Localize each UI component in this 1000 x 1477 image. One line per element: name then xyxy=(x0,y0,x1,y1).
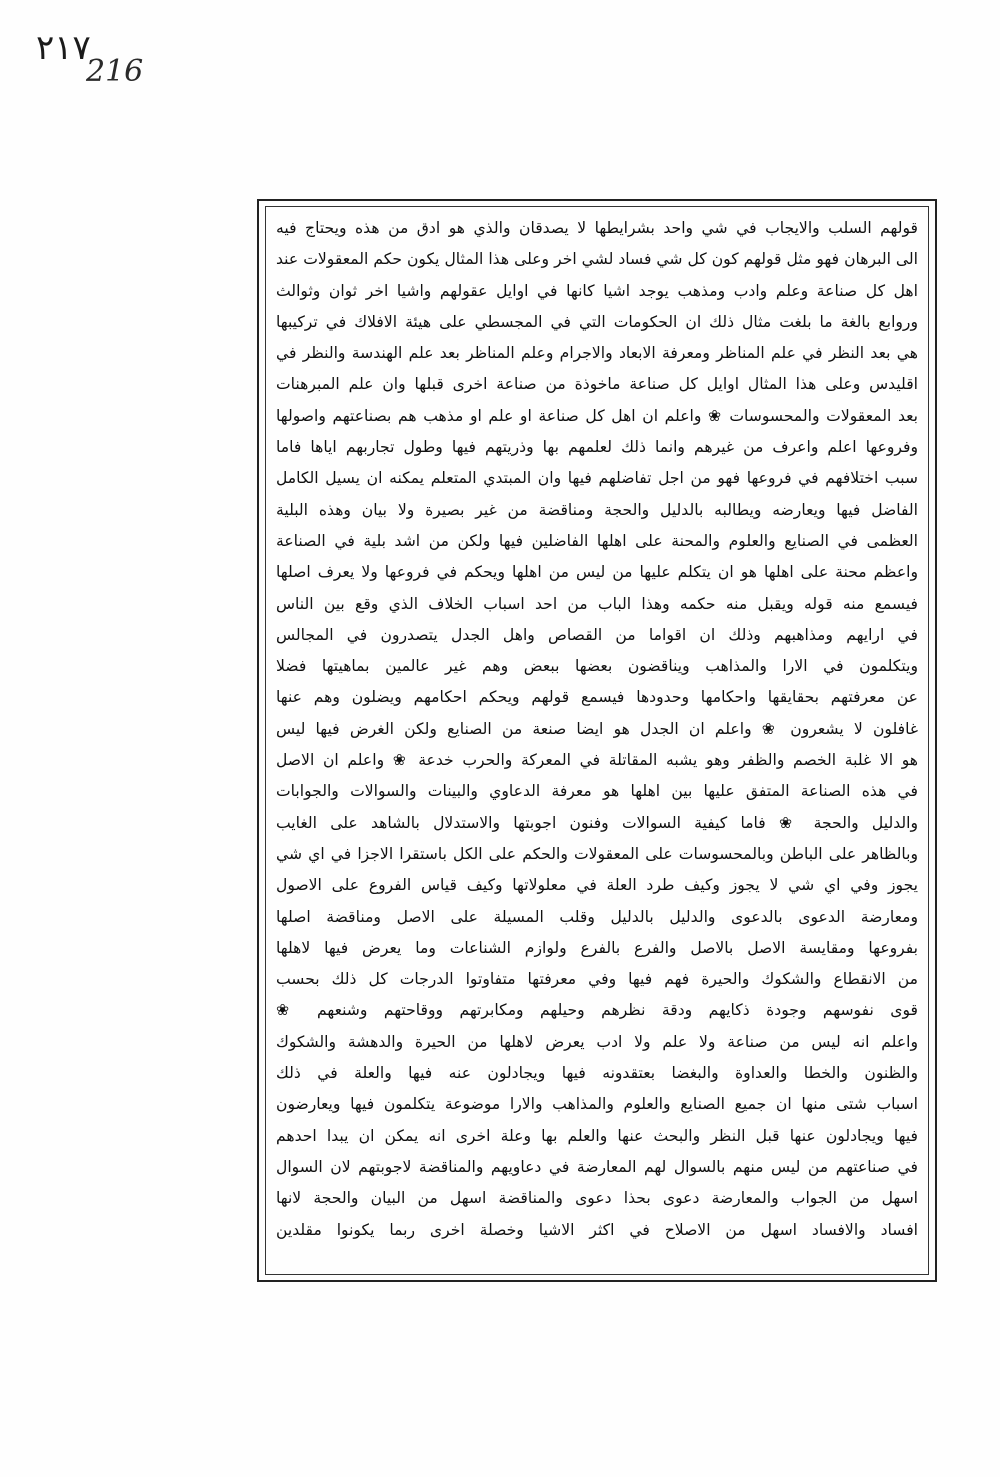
manuscript-line: اهل كل صناعة وعلم وادب ومذهب يوجد اشيا كانها في اوايل عقولهم واشيا اخر ثوان وثوالث xyxy=(276,281,918,300)
manuscript-line: اسباب شتى منها ان جميع الصنايع والعلوم والمذاهب والارا موضوعة يتكلمون فيها ويعارضون xyxy=(276,1095,918,1114)
manuscript-line: في هذه الصناعة المتفق عليها بين اهلها هو معرفة الدعاوي والبينات والسوالات والجوابات xyxy=(276,782,918,801)
manuscript-line: الفاضل فيها ويعارضه ويطالبه بالدليل والحجة ومناقضة من غير بصيرة ولا بيان وهذه البلية xyxy=(276,500,918,519)
manuscript-line: قولهم السلب والايجاب في شي واحد بشرايطها لا يصدقان والذي هو ادق من هذه ويحتاج فيه xyxy=(276,219,918,237)
manuscript-line: والظنون والخطا والعداوة والبغضا بعتقدونه فيها ويجادلون عنه فيها والعلة في ذلك xyxy=(276,1064,918,1083)
manuscript-line: غافلون لا يشعرون ❀ واعلم ان الجدل هو ايضا صنعة من الصنايع ولكن الغرض فيها ليس xyxy=(276,719,918,738)
manuscript-line: اسهل من الجواب والمعارضة دعوى بحذا دعوى والمناقضة اسهل من البيان والحجة لانها xyxy=(276,1189,918,1208)
manuscript-line: وروابع بالغة ما بلغت مثال ذلك ان الحكومات التي في المجسطي على هيئة الافلاك في تركيبها xyxy=(276,312,918,331)
manuscript-line: واعلم انه ليس من صناعة ولا علم ولا ادب يعرض لاهلها من الحيرة والدهشة والشكوك xyxy=(276,1032,918,1051)
manuscript-line: وبالظاهر على الباطن وبالمحسوسات على المعقولات والحكم على الكل باستقرا الاجزا في اي شي xyxy=(276,844,918,863)
manuscript-line: يجوز وفي اي شي لا يجوز وكيف طرد العلة في معلولاتها وكيف قياس الفروع على الاصول xyxy=(276,876,918,895)
manuscript-line: واعظم محنة على اهلها هو ان يتكلم عليها من ليس من اهلها ويحكم في فروعها ولا يعرف اصلها xyxy=(276,563,918,582)
manuscript-line: هو الا غلبة الخصم والظفر وهو يشبه المقاتلة في المعركة والحرب خدعة ❀ واعلم ان الاصل xyxy=(276,751,918,770)
manuscript-line: فيسمع منه قوله ويقبل منه حكمه وهذا الباب من احد اسباب الخلاف الذي وقع بين الناس xyxy=(276,594,918,613)
page-number-latin: 216 xyxy=(86,54,144,89)
manuscript-line: ويتكلمون في الارا والمذاهب ويناقضون بعضها ببعض وهم غير عالمين بماهيتها فضلا xyxy=(276,657,918,676)
manuscript-line: فيها ويجادلون عنها قبل النظر والبحث عنها والعلم بها وعلة اخرى انه يمكن ان يبدا احدهم xyxy=(276,1126,918,1145)
manuscript-line: والدليل والحجة ❀ فاما كيفية السوالات وفنون اجوبتها والاستدلال بالشاهد على الغايب xyxy=(276,813,918,832)
manuscript-line: بفروعها ومقايسة الاصل بالاصل والفرع بالفرع ولوازم الشناعات وما يعرض فيها لاهلها xyxy=(276,938,918,957)
manuscript-line: هي بعد النظر في علم المناظر ومعرفة الابعاد والاجرام وعلم المناظر بعد علم الهندسة والنظر في xyxy=(276,344,918,363)
manuscript-line: قوى نفوسهم وجودة ذكايهم ودقة نظرهم وحيلهم ومكابرتهم ووقاحتهم وشنعهم ❀ xyxy=(276,1001,918,1020)
page-number-arabic: ٢١٧ xyxy=(36,28,91,68)
manuscript-line: عن معرفتهم بحقايقها واحكامها وحدودها فيسمع قولهم ويحكم احكامهم ويضلون وهم عنها xyxy=(276,688,918,707)
text-frame xyxy=(265,206,929,1275)
manuscript-line: من الانقطاع والشكوك والحيرة فهم فيها وفي معرفتها متفاوتوا الدرجات كل ذلك بحسب xyxy=(276,970,918,989)
manuscript-line: في صناعتهم من ليس منهم بالسوال لهم المعارضة في دعاويهم والمناقضة لاجوبتهم لان السوال xyxy=(276,1157,918,1176)
manuscript-line: العظمى في الصنايع والعلوم والمحنة على اهلها الفاضلين فيها ولكن من اشد بلية في الصناعة xyxy=(276,531,918,550)
manuscript-line: وفروعها اعلم واعرف من غيرهم وانما ذلك لعلمهم بها وذريتهم فيها وطول تجاربهم اياها فاما xyxy=(276,438,918,457)
manuscript-line: سبب اختلافهم في فروعها فهو من اجل تفاضلهم فيها وان المبتدي المتعلم يمكنه ان يسيل الكامل xyxy=(276,469,918,488)
manuscript-line: اقليدس وعلى هذا المثال اوايل كل صناعة ماخوذة من صناعة اخرى قبلها وان علم المبرهنات xyxy=(276,375,918,394)
manuscript-line: الى البرهان فهو مثل قولهم كون كل شي فساد لشي اخر وعلى هذا المثال يكون حكم المعقولات عند xyxy=(276,250,918,269)
manuscript-line: ومعارضة الدعوى بالدعوى والدليل بالدليل وقلب المسيلة على الاصل ومناقضة اصلها xyxy=(276,907,918,926)
manuscript-line: افساد والافساد اسهل من الاصلاح في اكثر الاشيا وخصلة اخرى ربما يكونوا مقلدين xyxy=(276,1220,918,1239)
manuscript-line: في ارايهم ومذاهبهم وذلك ان اقواما من القصاص واهل الجدل يتصدرون في المجالس xyxy=(276,625,918,644)
manuscript-text-block xyxy=(276,213,918,1246)
manuscript-line: بعد المعقولات والمحسوسات ❀ واعلم ان اهل كل صناعة او علم او مذهب هم بصناعتهم واصولها xyxy=(276,406,918,425)
